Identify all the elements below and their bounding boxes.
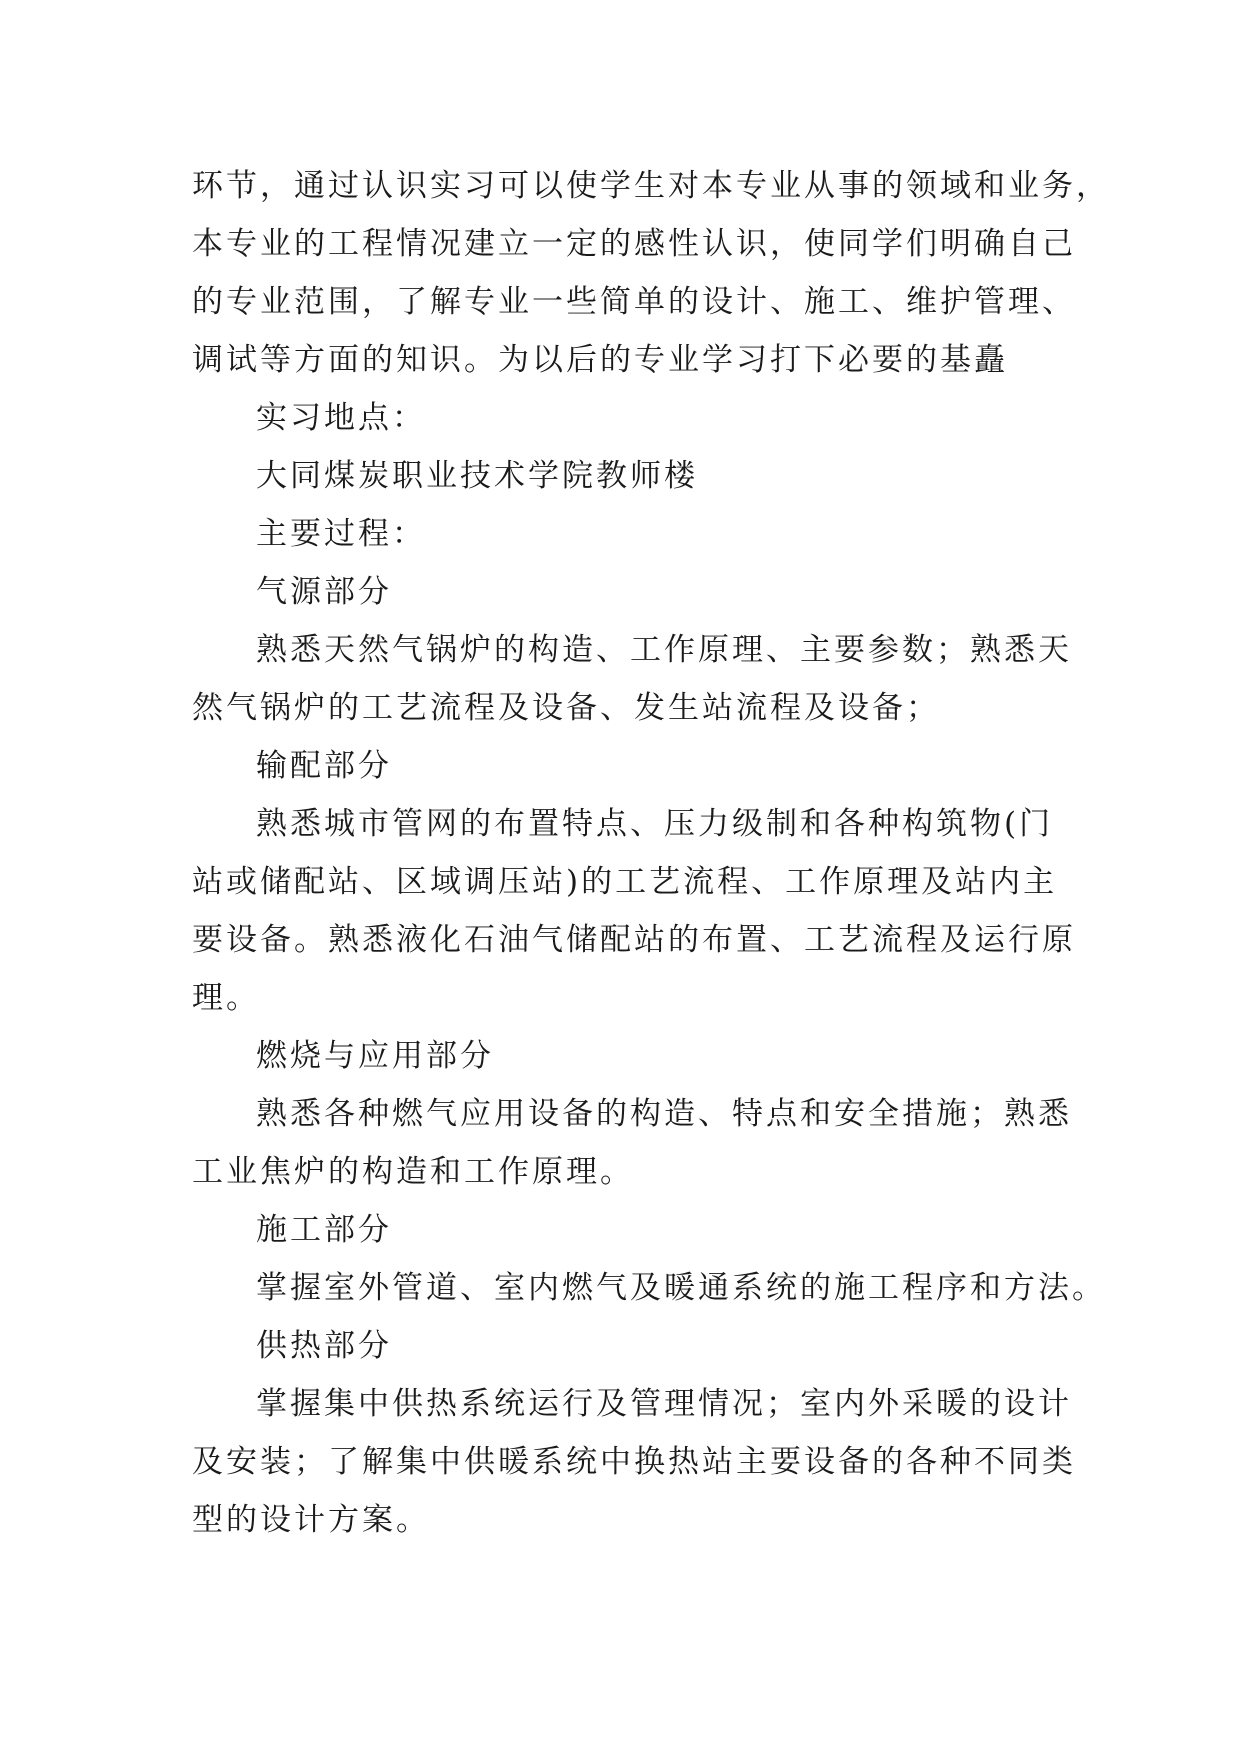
paragraph-line: 站或储配站、区域调压站)的工艺流程、工作原理及站内主 bbox=[192, 864, 1058, 900]
paragraph-line: 理。 bbox=[192, 980, 260, 1016]
location-value: 大同煤炭职业技术学院教师楼 bbox=[256, 458, 698, 494]
section-label-location: 实习地点： bbox=[256, 400, 426, 436]
paragraph-line: 熟悉各种燃气应用设备的构造、特点和安全措施；熟悉 bbox=[256, 1096, 1072, 1132]
paragraph-line: 环节，通过认识实习可以使学生对本专业从事的领域和业务， bbox=[192, 168, 1110, 204]
paragraph-line: 熟悉天然气锅炉的构造、工作原理、主要参数；熟悉天 bbox=[256, 632, 1072, 668]
paragraph-line: 要设备。熟悉液化石油气储配站的布置、工艺流程及运行原 bbox=[192, 922, 1076, 958]
paragraph-line: 工业焦炉的构造和工作原理。 bbox=[192, 1154, 634, 1190]
subsection-heading: 燃烧与应用部分 bbox=[256, 1038, 494, 1074]
paragraph-line: 熟悉城市管网的布置特点、压力级制和各种构筑物(门 bbox=[256, 806, 1054, 842]
paragraph-line: 掌握集中供热系统运行及管理情况；室内外采暖的设计 bbox=[256, 1386, 1072, 1422]
subsection-heading: 气源部分 bbox=[256, 574, 392, 610]
paragraph-line: 掌握室外管道、室内燃气及暖通系统的施工程序和方法。 bbox=[256, 1270, 1106, 1306]
subsection-heading: 供热部分 bbox=[256, 1328, 392, 1364]
paragraph-line: 然气锅炉的工艺流程及设备、发生站流程及设备； bbox=[192, 690, 940, 726]
paragraph-line: 的专业范围，了解专业一些简单的设计、施工、维护管理、 bbox=[192, 284, 1076, 320]
subsection-heading: 施工部分 bbox=[256, 1212, 392, 1248]
paragraph-line: 调试等方面的知识。为以后的专业学习打下必要的基矗 bbox=[192, 342, 1008, 378]
section-label-process: 主要过程： bbox=[256, 516, 426, 552]
subsection-heading: 输配部分 bbox=[256, 748, 392, 784]
paragraph-line: 及安装；了解集中供暖系统中换热站主要设备的各种不同类 bbox=[192, 1444, 1076, 1480]
paragraph-line: 本专业的工程情况建立一定的感性认识，使同学们明确自己 bbox=[192, 226, 1076, 262]
paragraph-line: 型的设计方案。 bbox=[192, 1502, 430, 1538]
